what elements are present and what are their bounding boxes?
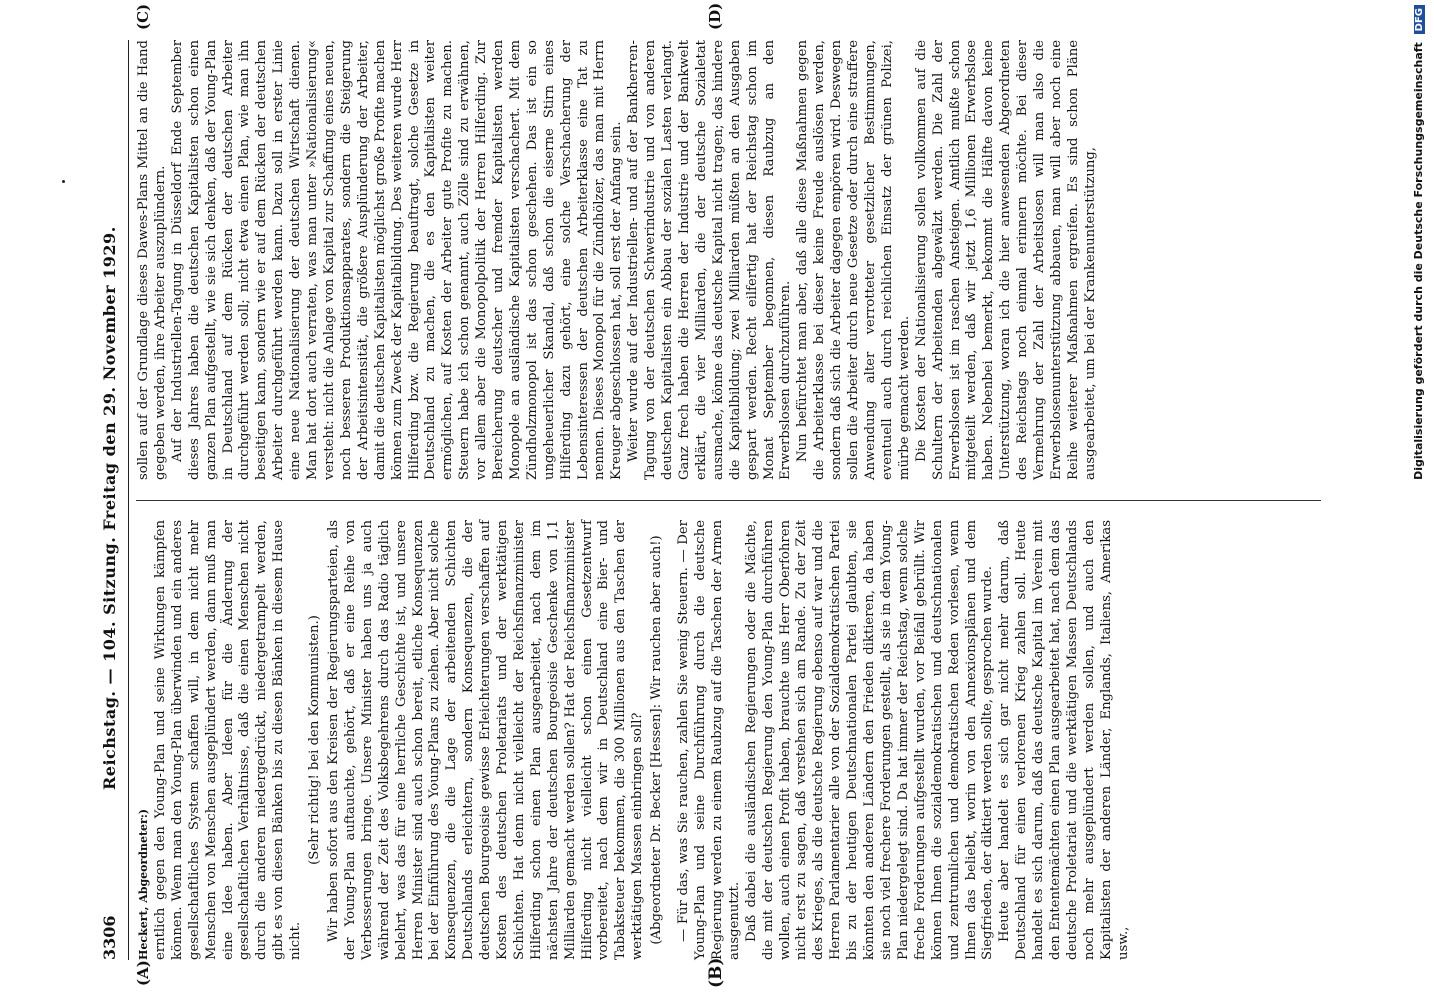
- dfg-logo: DFG: [1414, 5, 1425, 34]
- margin-marker-a: (A): [134, 960, 152, 986]
- left-column: [136, 520, 1133, 960]
- page-number: 3306: [100, 915, 119, 960]
- spacer: [668, 520, 676, 960]
- paragraph: Daß dabei die ausländischen Regierungen oder die Mächte, die mit der deutschen Regierung den Young-Plan durchführen wollen, auch einen Profit haben, brauchte uns Herr Oberfohren nicht erst zu sagen, daß verstehen sich am Rande. Zu der Zeit des Krieges, als die deutsche Regierung ebenso auf war und die Herren Parlamentarier alle von der Sozialdemokratischen Partei bis zu der heutigen Deutschnationalen Partei glaubten, sie könnten den anderen Ländern den Frieden diktieren, da haben sie noch viel frechere Forderungen gestellt, als sie in dem Young-Plan niedergelegt sind. Da hat immer der Reichstag, wenn solche freche Forderungen aufgestellt wurden, vor Beifall gebrüllt. Wir können Ihnen die sozialdemokratischen und deutschnationalen und zentrumlichen und demokratischen Reden vorlesen, wenn Ihnen das beliebt, worin von den Annexionsplänen und dem Siegfrieden, der diktiert werden sollte, gesprochen wurde.: [743, 520, 996, 960]
- sidebar-credit-text: [1412, 5, 1432, 985]
- speaker-line: Heckert, Abgeordneter:): [137, 808, 150, 960]
- paragraph: sollen auf der Grundlage dieses Dawes-Plans Mittel an die Hand gegeben werden, ihre Arbeiter auszuplündern.: [136, 40, 168, 480]
- scan-speck: [62, 180, 65, 183]
- funding-credit: Digitalisierung gefördert durch die Deutsche Forschungsgemeinschaft: [1412, 42, 1425, 480]
- paragraph: Heute aber handelt es sich gar nicht mehr darum, daß Deutschland für einen verlorenen Krieg zahlen soll. Heute handelt es sich darum, daß das deutsche Kapital im Verein mit den Ententemächten einen Plan ausgearbeitet hat, nach dem das deutsche Proletariat und die werktätigen Massen Deutschlands noch mehr ausgeplündert werden sollen, und auch den Kapitalisten der anderen Länder, Englands, Italiens, Amerikas usw.,: [997, 520, 1131, 960]
- paragraph: Weiter wurde auf der Industriellen- und auf der Bankherren-Tagung von der deutschen Schwerindustrie und von anderen deutschen Kapitalisten ein Abbau der sozialen Lasten verlangt. Ganz frech haben die Herren der Industrie und der Bankwelt erklärt, die vier Milliarden, die der deutsche Sozialetat ausmache, könne das deutsche Kapital nicht tragen; das hindere die Kapitalbildung; zwei Milliarden müßten an den Ausgaben gespart werden. Recht eilfertig hat der Reichstag schon im Monat September begonnen, diesen Raubzug an den Erwerbslosen durchzuführen.: [626, 40, 794, 480]
- paragraph: Auf der Industriellen-Tagung in Düsseldorf Ende September dieses Jahres haben die deutschen Kapitalisten schon einen ganzen Plan aufgestellt, wie sie sich denken, daß der Young-Plan in Deutschland auf dem Rücken der deutschen Arbeiter durchgeführt werden soll; nicht etwa einen Plan, wie man ihn beseitigen kann, sondern wie er auf dem Rücken der deutschen Arbeiter durchgeführt werden kann. Dazu soll in erster Linie eine neue Nationalisierung der deutschen Wirtschaft dienen. Man hat dort auch verraten, was man unter »Nationalisierung« versteht: nicht die Anlage von Kapital zur Schaffung eines neuen, noch besseren Produktionsapparates, sondern die Steigerung der Arbeitsintensität, die größere Ausplünderung der Arbeiter, damit die deutschen Kapitalisten möglichst große Profite machen können zum Zweck der Kapitalbildung. Des weiteren wurde Herr Hilferding bzw. die Regierung beauftragt, solche Gesetze in Deutschland zu machen, die es den Kapitalisten weiter ermöglichen, auf Kosten der Arbeiter gute Profite zu machen. Steuern habe ich schon genannt, auch Zölle sind zu erwähnen, vor allem aber die Monopolpolitik der Herren Hilferding. Zur Bereicherung deutscher und fremder Kapitalisten werden Monopole an ausländische Kapitalisten verschachert. Mit dem Zündholzmonopol ist das schon geschehen. Das ist ein so ungeheuerlicher Skandal, daß schon die eiserne Stirn eines Hilferding dazu gehört, eine solche Verschacherung der Lebensinteressen der deutschen Arbeiterklasse eine Tat zu nennen. Dieses Monopol für die Zündhölzer, das man mit Herrn Kreuger abgeschlossen hat, soll erst der Anfang sein.: [169, 40, 625, 480]
- rotated-page-content: [100, 2, 1330, 988]
- column-divider: [136, 500, 1321, 501]
- paragraph: erntlich gegen den Young-Plan und seine Wirkungen kämpfen können. Wenn man den Young-Plan überwinden und ein anderes gesellschaftliches System schaffen will, in dem nicht mehr Menschen von Menschen ausgeplündert werden, dann muß man eine Idee haben. Aber Ideen für die Änderung der gesellschaftlichen Verhältnisse, daß die einen Menschen nicht durch die anderen niedergedrückt, niedergetrampelt werden, gibt es von diesen Bänken bis zu diesen Bänken in diesem Hause nicht.: [152, 520, 304, 960]
- right-column: [136, 40, 1100, 480]
- margin-marker-c: (C): [134, 3, 152, 30]
- interjection: (Sehr richtig! bei den Kommunisten.): [307, 615, 323, 865]
- paragraph: Die Kosten der Nationalisierung sollen vollkommen auf die Schultern der Arbeitenden abgewälzt werden. Die Zahl der Erwerbslosen ist im raschen Ansteigen. Amtlich mußte schon mitgeteilt werden, daß wir jetzt 1,6 Millionen Erwerbslose haben. Nebenbei bemerkt, bekommt die Hälfte davon keine Unterstützung, woran ich die hier anwesenden Abgeordneten des Reichstags noch einmal erinnern möchte. Bei dieser Vermehrung der Zahl der Arbeitslosen will man also die Erwerbslosenunterstützung abbauen, man will aber noch eine Reihe weiterer Maßnahmen ergreifen. Es sind schon Pläne ausgearbeitet, um bei der Krankenunterstützung,: [913, 40, 1098, 480]
- paragraph: Wir haben sofort aus den Kreisen der Regierungsparteien, als der Young-Plan auftauchte, gehört, daß er eine Reihe von Verbesserungen bringe. Unsere Minister haben uns ja auch während der Zeit des Volksbegehrens durch das Radio täglich belehrt, was das für eine herrliche Geschichte ist, und unsere Herren Minister sind auch schon bereit, etliche Konsequenzen bei der Einführung des Young-Plans zu ziehen. Aber nicht solche Konsequenzen, die die Lage der arbeitenden Schichten Deutschlands erleichtern, sondern Konsequenzen, die der deutschen Bourgeoisie gewisse Erleichterungen verschaffen auf Kosten des deutschen Proletariats und der werktätigen Schichten. Hat denn nicht vielleicht der Reichsfinanzminister Hilferding schon einen Plan ausgearbeitet, nach dem im nächsten Jahre der deutschen Bourgeoisie Geschenke von 1,1 Milliarden gemacht werden sollen? Hat der Reichsfinanzminister Hilferding nicht vielleicht schon einen Gesetzentwurf vorbereitet, nach dem wir in Deutschland eine Bier- und Tabaksteuer bekommen, die 300 Millionen aus den Taschen der werktätigen Massen einbringen soll?: [325, 520, 646, 960]
- margin-marker-d: (D): [706, 2, 724, 30]
- page-header: [100, 40, 126, 960]
- sidebar-credit: [1410, 0, 1434, 1000]
- paragraph: — Für das, was Sie rauchen, zahlen Sie wenig Steuern. — Der Young-Plan und seine Durchführung durch die deutsche Regierung werden zu einem Raubzug auf die Taschen der Armen ausgenutzt.: [676, 520, 742, 960]
- interjection: (Abgeordneter Dr. Becker [Hessen]: Wir rauchen aber auch!): [649, 535, 665, 945]
- header-rule: [128, 40, 129, 960]
- running-title: Reichstag. — 104. Sitzung. Freitag den 29. November 1929.: [100, 226, 119, 790]
- paragraph: Nun befürchtet man aber, daß alle diese Maßnahmen gegen die Arbeiterklasse bei dieser keine Freude auslösen werden, sondern daß sich die Arbeiter dagegen empören wird. Deswegen sollen die Arbeiter durch neue Gesetze oder durch eine straffere Anwendung alter verrotteter gesetzlicher Bestimmungen, eventuell auch durch reichlichen Einsatz der grünen Polizei, mürbe gemacht werden.: [795, 40, 912, 480]
- margin-marker-b: (B): [706, 957, 726, 988]
